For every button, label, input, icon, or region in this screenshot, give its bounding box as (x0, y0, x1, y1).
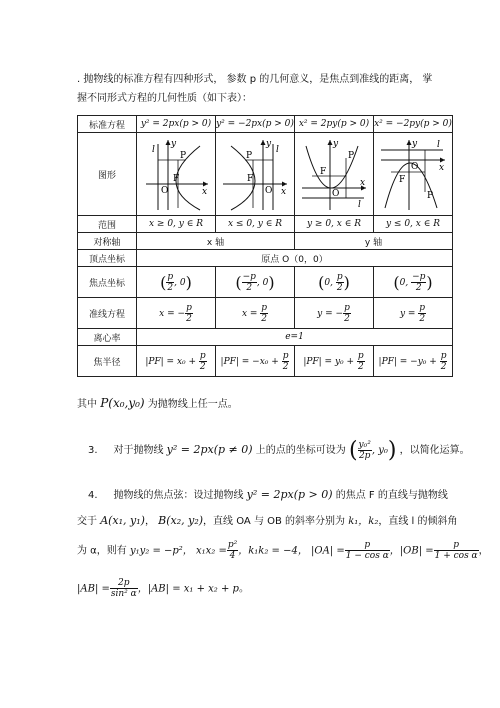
focal-radius-1: |PF| = x₀ + $\frac{p}{2}$ (137, 346, 216, 377)
graph-4-o: O (411, 162, 419, 172)
graph-3-x: x (360, 178, 366, 188)
label-figure: 图形 (78, 133, 137, 216)
focus-4: (0, $\frac{-p}{2}$ ) (374, 267, 453, 298)
range-3: y ≥ 0, x ∈ R (295, 216, 374, 233)
graph-1-f: F (173, 174, 180, 184)
range-4: y ≤ 0, x ∈ R (374, 216, 453, 233)
graph-3-l: l (358, 200, 361, 210)
equation-3: x² = 2py(p > 0) (295, 116, 374, 133)
label-equation: 标准方程 (78, 116, 137, 133)
item-4-line-4: |AB| = $\frac{2p}{\text{sin² α}}$ ，|AB| = x₁ + x₂ + p。 (77, 578, 249, 599)
table-row-axis (78, 233, 453, 250)
focal-radius-2: |PF| = −x₀ + $\frac{p}{2}$ (216, 346, 295, 377)
graph-1-cell (137, 133, 216, 216)
focus-1: ( $\frac{p}{2}$ , 0) (137, 267, 216, 298)
graph-opens-left (219, 136, 291, 212)
range-2: x ≤ 0, y ∈ R (216, 216, 295, 233)
equation-4: x² = −2py(p > 0) (374, 116, 453, 133)
table-row-eccentricity (78, 329, 453, 346)
graph-3-cell (295, 133, 374, 216)
focal-radius-4: |PF| = −y₀ + $\frac{p}{2}$ (374, 346, 453, 377)
label-directrix: 准线方程 (78, 298, 137, 329)
item-3: 3. 对于抛物线 y² = 2px(p ≠ 0) 上的点的坐标可设为 ( $\frac{\text{y₀²}}{2p}$ , y₀) ，以简化运算。 (88, 438, 470, 463)
intro-line-1: . 抛物线的标准方程有四种形式， 参数 p 的几何意义，是焦点到准线的距离， 掌 (77, 74, 433, 85)
label-focal-radius: 焦半径 (78, 346, 137, 377)
graph-opens-right (140, 136, 212, 212)
equation-1: y² = 2px(p > 0) (137, 116, 216, 133)
item-4-line-2: 交于 A(x₁, y₁)， B(x₂, y₂)，直线 OA 与 OB 的斜率分别为 k₁，k₂，直线 l 的倾斜角 (77, 514, 458, 527)
equation-2: y² = −2px(p > 0) (216, 116, 295, 133)
parabola-properties-table (77, 115, 453, 377)
table-row-figure (78, 133, 453, 216)
table-row-equation (78, 116, 453, 133)
graph-4-cell (374, 133, 453, 216)
directrix-1: x = − $\frac{p}{2}$ (137, 298, 216, 329)
graph-4-f: F (399, 175, 406, 185)
label-eccentricity: 离心率 (78, 329, 137, 346)
graph-2-f: F (247, 174, 254, 184)
graph-4-l: l (437, 140, 440, 150)
table-row-directrix (78, 298, 453, 329)
focus-3: (0, $\frac{p}{2}$ ) (295, 267, 374, 298)
label-axis: 对称轴 (78, 233, 137, 250)
graph-2-x: x (281, 187, 287, 197)
graph-4-x: x (439, 163, 445, 173)
graph-1-x: x (202, 187, 208, 197)
label-range: 范围 (78, 216, 137, 233)
graph-opens-up (298, 136, 370, 212)
graph-1-p: P (180, 151, 187, 161)
range-1: x ≥ 0, y ∈ R (137, 216, 216, 233)
focus-2: ( $\frac{-p}{2}$ , 0) (216, 267, 295, 298)
eccentricity-value: e=1 (137, 329, 453, 346)
item-4-line-3: 为 α，则有 y₁y₂ = −p²， x₁x₂ = $\frac{\text{p²}}{4}$ ，k₁k₂ = −4， |OA| = $\frac{p}{\text{1 − cos α}}$ ，|OB| = $\frac{p}{\text{1 + cos α}}$ ， (77, 540, 489, 561)
graph-4-y: y (412, 139, 418, 149)
graph-3-f: F (320, 167, 327, 177)
graph-3-p: P (348, 151, 355, 161)
graph-2-o: O (265, 186, 273, 196)
graph-2-cell (216, 133, 295, 216)
label-vertex: 顶点坐标 (78, 250, 137, 267)
graph-3-y: y (333, 139, 339, 149)
table-row-focal-radius (78, 346, 453, 377)
graph-1-y: y (171, 139, 177, 149)
graph-2-l: l (276, 145, 279, 155)
graph-3-o: O (332, 189, 340, 199)
table-row-focus (78, 267, 453, 298)
graph-opens-down (377, 136, 449, 212)
axis-y: y 轴 (295, 233, 453, 250)
axis-x: x 轴 (137, 233, 295, 250)
table-row-vertex (78, 250, 453, 267)
graph-1-o: O (161, 186, 169, 196)
table-row-range (78, 216, 453, 233)
directrix-2: x = $\frac{p}{2}$ (216, 298, 295, 329)
point-p-sentence: 其中 P(x₀,y₀) 为抛物线上任一点。 (77, 396, 238, 410)
item-4-line-1: 4. 抛物线的焦点弦：设过抛物线 y² = 2px(p > 0) 的焦点 F 的直线与抛物线 (88, 488, 448, 501)
directrix-4: y = $\frac{p}{2}$ (374, 298, 453, 329)
focal-radius-3: |PF| = y₀ + $\frac{p}{2}$ (295, 346, 374, 377)
directrix-3: y = − $\frac{p}{2}$ (295, 298, 374, 329)
label-focus: 焦点坐标 (78, 267, 137, 298)
graph-2-y: y (266, 139, 272, 149)
graph-1-l: l (152, 145, 155, 155)
graph-2-p: P (246, 151, 253, 161)
graph-4-p: P (427, 191, 434, 201)
vertex-value: 原点 O（0，0） (137, 250, 453, 267)
intro-line-2: 握不同形式方程的几何性质（如下表）： (77, 93, 252, 104)
